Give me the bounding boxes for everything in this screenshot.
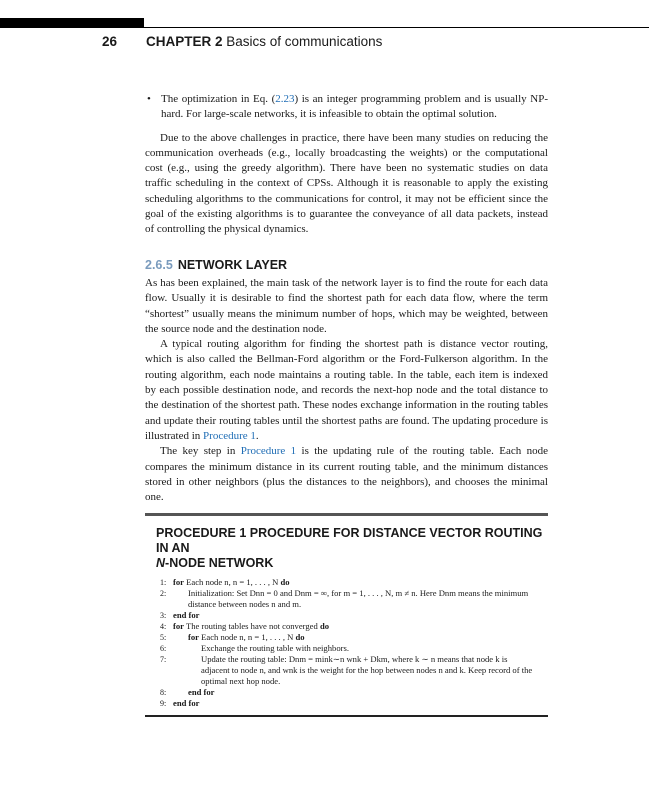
procedure-step <box>145 698 548 709</box>
main-text <box>145 92 548 505</box>
step-number: 2: <box>160 589 167 598</box>
procedure-box <box>145 513 548 717</box>
paragraph-key-pre: The key step in <box>160 445 241 458</box>
step-keyword: end for <box>173 610 200 620</box>
step-number: 8: <box>160 688 167 697</box>
step-keyword-end: do <box>295 632 305 642</box>
step-text: Update the routing table: Dnm = mink∼n wnk + Dkm, where k ∼ n means that node k is adjacent to node n, and wnk is the weight for the hop between nodes n and k. Keep record of the optimal next hop node. <box>201 654 533 686</box>
procedure-title-n: N <box>156 556 166 570</box>
bullet-item <box>145 92 548 123</box>
bullet-icon: • <box>147 93 151 105</box>
section-title: NETWORK LAYER <box>177 257 288 272</box>
paragraph-routing-text: A typical routing algorithm for finding the shortest path is distance vector routing, which is also called the Bellman-Ford algorithm or the Ford-Fulkerson algorithm. In the routing algorithm, each node maintains a routing table. In the table, each item is indexed by each possible destination node, and records the next-hop node and the total distance to the destination of the shortest path. These nodes exchange information in the routing tables and update their routing tables until the shortest paths are found. The updating procedure is illustrated in <box>145 338 548 442</box>
step-keyword: for <box>173 621 184 631</box>
paragraph-network-layer: As has been explained, the main task of the network layer is to find the route for each data flow. Usually it is desirable to find the shortest path for each data flow, where the term “shortest” usually means the minimum number of hops, which may be weighted, between the source node and the destination node. <box>145 276 548 335</box>
procedure-step <box>145 588 548 610</box>
section-number: 2.6.5 <box>145 257 173 272</box>
chapter-heading <box>146 34 382 49</box>
procedure-step <box>145 654 548 687</box>
paragraph-key-post: is the updating rule of the routing table. Each node compares the minimum distance in its current routing table, and the minimum distances stored in other neighbors (plus the distances to the neighbors), and chooses the minimal one. <box>145 445 548 504</box>
procedure-step <box>145 610 548 621</box>
bullet-text: The optimization in Eq. ( <box>161 93 276 105</box>
step-number: 6: <box>160 644 167 653</box>
step-keyword: for <box>188 632 199 642</box>
paragraph-challenges: Due to the above challenges in practice, there have been many studies on reducing the communication overheads (e.g., locally broadcasting the weights) or the computational cost (e.g., using the greedy algorithm). There have been no systematic studies on data traffic scheduling in the context of CPSs. Although it is reasonable to apply the existing scheduling algorithms to the communications for control, it may not be efficient since the goal of the existing algorithms is to guarantee the conveyance of all data packets, instead of controlling the physical dynamics. <box>145 131 548 236</box>
procedure-steps <box>145 577 548 709</box>
chapter-title: Basics of communications <box>226 34 383 49</box>
step-text: Each node n, n = 1, . . . , N <box>198 632 296 642</box>
bullet-text-end: ) is an integer programming problem and is usually NP-hard. For large-scale networks, it is infeasible to obtain the optimal solution. <box>161 93 548 121</box>
step-number: 3: <box>160 611 167 620</box>
step-text: Initialization: Set Dnn = 0 and Dnm = ∞, for m = 1, . . . , N, m ≠ n. Here Dnm means the minimum distance between nodes n and m. <box>188 588 529 609</box>
step-keyword-end: do <box>319 621 330 631</box>
step-text: The routing tables have not converged <box>183 621 320 631</box>
header-rule <box>144 27 649 28</box>
procedure-step <box>145 577 548 588</box>
running-header <box>0 34 649 52</box>
step-text: Exchange the routing table with neighbors. <box>201 643 349 653</box>
step-number: 9: <box>160 699 167 708</box>
procedure-title <box>145 526 548 571</box>
procedure-step <box>145 643 548 654</box>
procedure-link-1[interactable]: Procedure 1 <box>203 429 256 442</box>
section-heading <box>145 258 548 273</box>
equation-link[interactable]: 2.23 <box>275 93 295 105</box>
procedure-title-end: -NODE NETWORK <box>165 556 274 570</box>
procedure-step <box>145 632 548 643</box>
step-number: 5: <box>160 633 167 642</box>
step-number: 4: <box>160 622 167 631</box>
step-number: 1: <box>160 578 167 587</box>
step-keyword: for <box>173 577 184 587</box>
paragraph-routing <box>145 337 548 444</box>
procedure-link-2[interactable]: Procedure 1 <box>240 445 297 458</box>
procedure-title-main: PROCEDURE 1 PROCEDURE FOR DISTANCE VECTOR ROUTING IN AN <box>156 526 543 555</box>
procedure-step <box>145 621 548 632</box>
chapter-label: CHAPTER 2 <box>146 34 223 49</box>
procedure-step <box>145 687 548 698</box>
header-bar <box>0 18 144 28</box>
paragraph-key-step <box>145 444 548 505</box>
step-keyword-end: do <box>280 577 290 587</box>
step-number: 7: <box>160 655 167 664</box>
paragraph-routing-end: . <box>255 429 259 442</box>
step-keyword: end for <box>188 687 215 697</box>
page-number: 26 <box>102 34 118 49</box>
step-keyword: end for <box>173 698 200 708</box>
step-text: Each node n, n = 1, . . . , N <box>183 577 281 587</box>
